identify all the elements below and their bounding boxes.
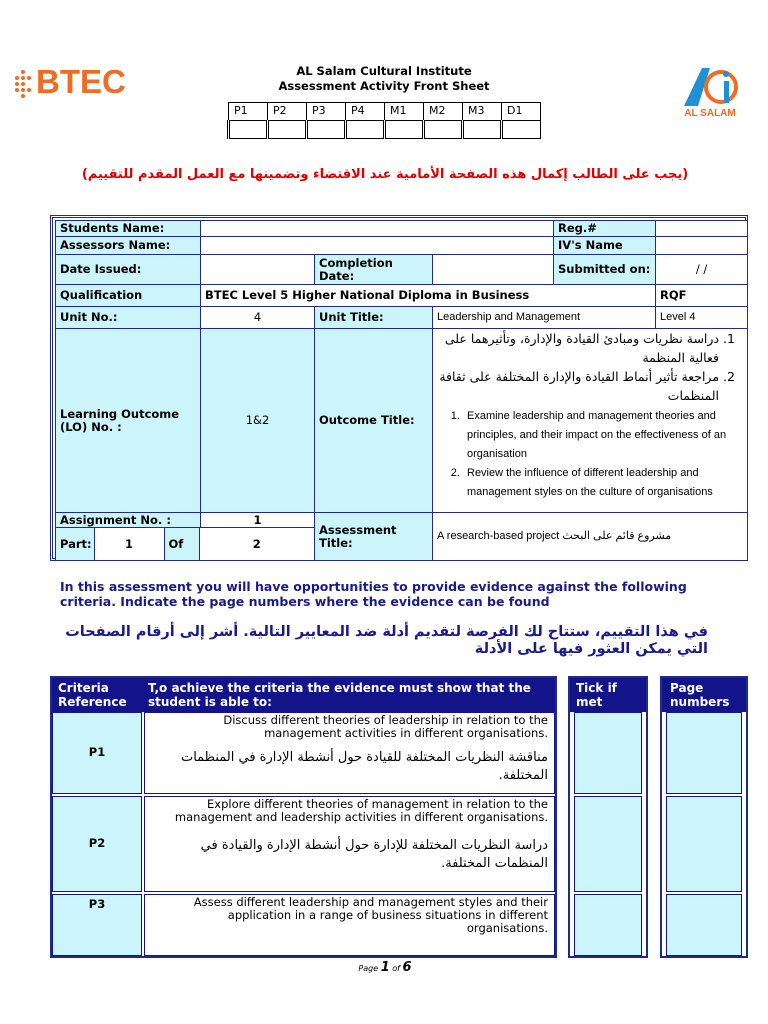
tick-column: [568, 676, 648, 958]
btec-dots-icon: [14, 66, 36, 100]
criteria-grid: [227, 102, 541, 139]
criteria-text-en: Explore different theories of management in relation to the management and leadership activities in different organisations.: [174, 797, 548, 824]
outcome-ar-item: 1. دراسة نظريات ومبادئ القيادة والإدارة، وتأثيرهما على فعالية المنظمة: [437, 329, 719, 367]
tick-cell[interactable]: [574, 894, 642, 956]
outcome-title-cell: [433, 329, 748, 513]
grid-cell[interactable]: [424, 121, 463, 139]
criteria-ref-cell: [52, 712, 142, 794]
unit-title-label: Unit Title:: [315, 307, 433, 329]
col-header-reference: Criteria Reference: [52, 678, 142, 712]
grid-label-m1: M1: [385, 103, 424, 121]
outcome-en-item: 2. Review the influence of different leadership and management styles on the culture of organisations: [463, 464, 743, 502]
assessment-title-value: A research-based project مشروع قائم على البحث: [433, 513, 748, 561]
qualification-label: Qualification: [56, 285, 201, 307]
date-issued-label: Date Issued:: [56, 255, 201, 285]
outcomes-en-list: [437, 407, 743, 502]
of-value: 2: [199, 528, 314, 560]
alsalam-logo-text: AL SALAM: [684, 108, 736, 119]
part-label: Part:: [56, 528, 94, 560]
students-name-field[interactable]: [201, 221, 554, 237]
page-total: 6: [402, 960, 412, 975]
reg-label: Reg.#: [554, 221, 656, 237]
criteria-ref: P1: [88, 745, 106, 759]
criteria-table: [50, 676, 557, 958]
grid-cell[interactable]: [229, 121, 268, 139]
assessment-title-label: Assessment Title:: [315, 513, 433, 561]
lo-value: 1&2: [201, 329, 315, 513]
evidence-note-ar: في هذا التقييم، ستتاح لك الفرصة لتقديم أدلة ضد المعايير التالية. أشر إلى أرقام الصفحات التي يمكن العثور فيها على الأدلة: [65, 624, 708, 657]
grid-cell[interactable]: [346, 121, 385, 139]
part-cell: [56, 528, 315, 561]
of-label: Of: [164, 528, 199, 560]
grid-cell[interactable]: [307, 121, 346, 139]
criteria-ref: P3: [88, 897, 106, 911]
info-table-frame: [50, 215, 748, 561]
evidence-note: In this assessment you will have opportunities to provide evidence against the following criteria. Indicate the page numbers where the evidence can be found: [60, 579, 687, 609]
of-word: of: [392, 964, 400, 973]
grid-label-p1: P1: [229, 103, 268, 121]
btec-logo: [14, 62, 134, 106]
page-number-cell[interactable]: [666, 894, 742, 956]
col-header-pages: Page numbers: [662, 678, 746, 712]
outcomes-ar-list: [437, 329, 743, 405]
grid-cell[interactable]: [502, 121, 541, 139]
criteria-text-en: Discuss different theories of leadership in relation to the management activities in different organisations.: [223, 713, 548, 740]
criteria-ref: P2: [88, 836, 106, 850]
page-word: Page: [358, 964, 379, 973]
col-header-tick: Tick if met: [570, 678, 646, 712]
grid-label-d1: D1: [502, 103, 541, 121]
unit-no-value: 4: [201, 307, 315, 329]
completion-date-label: Completion Date:: [315, 255, 433, 285]
level-value: Level 4: [656, 307, 748, 329]
page-number: 1: [380, 960, 390, 975]
qualification-value: BTEC Level 5 Higher National Diploma in Business: [201, 285, 656, 307]
criteria-row-p2: [144, 796, 555, 892]
criteria-row-p1: [144, 712, 555, 794]
grid-label-m2: M2: [424, 103, 463, 121]
page-footer: [330, 960, 440, 975]
grid-cell[interactable]: [385, 121, 424, 139]
unit-title-value: Leadership and Management: [433, 307, 656, 329]
criteria-text-en: Assess different leadership and management styles and their application in a range of business situations in different organisations.: [193, 895, 548, 935]
date-issued-field[interactable]: [201, 255, 315, 285]
institute-name: AL Salam Cultural Institute: [296, 64, 472, 78]
unit-no-label: Unit No.:: [56, 307, 201, 329]
grid-cell[interactable]: [268, 121, 307, 139]
students-name-label: Students Name:: [56, 221, 201, 237]
part-value: 1: [94, 528, 164, 560]
criteria-row-p3: [144, 894, 555, 956]
outcome-title-label: Outcome Title:: [315, 329, 433, 513]
page-number-cell[interactable]: [666, 796, 742, 892]
lo-label: Learning Outcome (LO) No. :: [56, 329, 201, 513]
outcome-ar-item: 2. مراجعة تأثير أنماط القيادة والإدارة المختلفة على ثقافة المنظمات: [437, 367, 719, 405]
outcome-en-item: 1. Examine leadership and management theories and principles, and their impact on the effectiveness of an organisation: [463, 407, 743, 464]
grid-label-m3: M3: [463, 103, 502, 121]
btec-wordmark: BTEC: [36, 63, 126, 100]
part-subtable: [56, 528, 314, 560]
tick-cell[interactable]: [574, 712, 642, 794]
assessors-name-label: Assessors Name:: [56, 237, 201, 255]
submitted-on-field[interactable]: / /: [656, 255, 748, 285]
col-header-evidence: T,o achieve the criteria the evidence must show that the student is able to:: [142, 678, 555, 712]
grid-label-p2: P2: [268, 103, 307, 121]
grid-label-p4: P4: [346, 103, 385, 121]
criteria-ref-cell: [52, 796, 142, 892]
submitted-on-label: Submitted on:: [554, 255, 656, 285]
tick-cell[interactable]: [574, 796, 642, 892]
completion-date-field[interactable]: [433, 255, 554, 285]
criteria-ref-cell: [52, 894, 142, 956]
ivs-name-field[interactable]: [656, 237, 748, 255]
assignment-no-label: Assignment No. :: [56, 513, 201, 528]
info-table: [55, 220, 748, 561]
grid-cell[interactable]: [463, 121, 502, 139]
criteria-text-ar: دراسة النظريات المختلفة للإدارة حول أنشطة الإدارة والقيادة في المنظمات المختلفة.: [200, 838, 548, 871]
page-numbers-column: [660, 676, 748, 958]
header-title: [200, 64, 568, 94]
alsalam-logo: [676, 62, 742, 128]
criteria-text-ar: مناقشة النظريات المختلفة للقيادة حول أنشطة الإدارة في المنظمات المختلفة.: [180, 750, 548, 783]
grid-label-p3: P3: [307, 103, 346, 121]
page-number-cell[interactable]: [666, 712, 742, 794]
assignment-no-value: 1: [201, 513, 315, 528]
reg-field[interactable]: [656, 221, 748, 237]
rqf-value: RQF: [656, 285, 748, 307]
assessors-name-field[interactable]: [201, 237, 554, 255]
sheet-title: Assessment Activity Front Sheet: [278, 79, 490, 93]
ivs-name-label: IV's Name: [554, 237, 656, 255]
student-instruction-ar: (يجب على الطالب إكمال هذه الصفحة الأمامية عند الاقتضاء وتضمينها مع العمل المقدم للتقييم): [81, 167, 689, 182]
